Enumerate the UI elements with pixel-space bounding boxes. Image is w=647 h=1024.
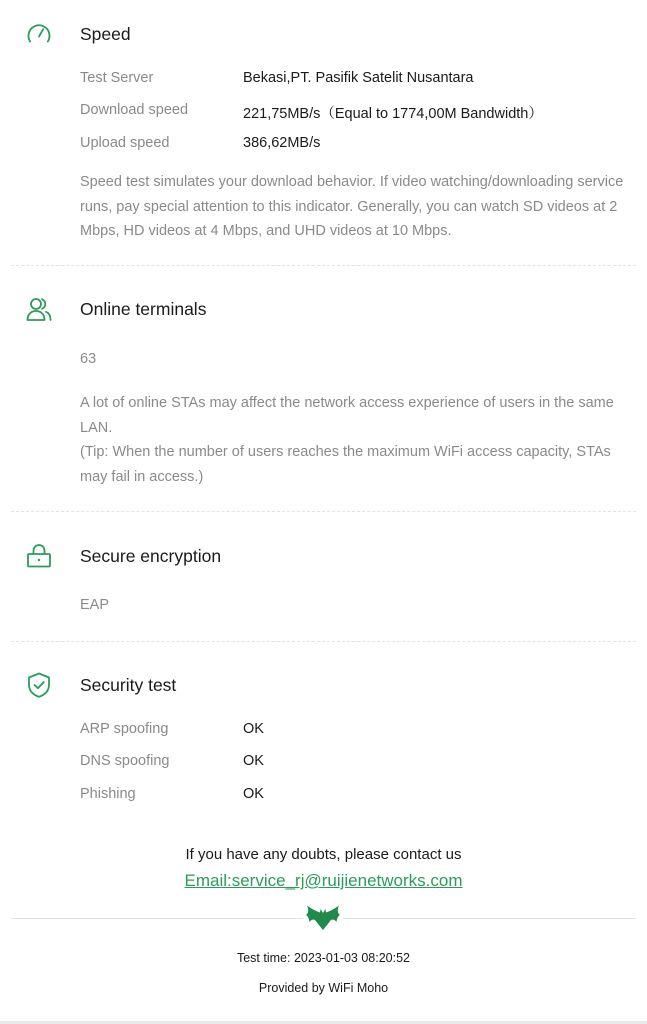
test-server-value: Bekasi,PT. Pasifik Satelit Nusantara xyxy=(243,70,474,86)
online-terminals-title: Online terminals xyxy=(80,299,207,319)
shield-check-icon xyxy=(25,671,53,699)
test-time: Test time: 2023-01-03 08:20:52 xyxy=(236,951,411,965)
speedometer-icon xyxy=(25,20,53,48)
encryption-type-value: EAP xyxy=(80,597,110,613)
divider xyxy=(11,265,636,266)
dns-spoofing-value: OK xyxy=(243,753,264,769)
dns-spoofing-label: DNS spoofing xyxy=(80,753,170,769)
bat-logo-icon xyxy=(303,905,343,931)
phishing-value: OK xyxy=(243,786,264,802)
users-icon xyxy=(25,295,53,323)
online-terminals-count: 63 xyxy=(80,351,97,367)
upload-speed-value: 386,62MB/s xyxy=(243,135,321,151)
secure-encryption-title: Secure encryption xyxy=(80,546,222,566)
online-terminals-tip: (Tip: When the number of users reaches the maximum WiFi access capacity, STAs may fail in access.) xyxy=(80,444,611,485)
online-terminals-description: A lot of online STAs may affect the network access experience of users in the same LAN. xyxy=(80,395,614,436)
divider xyxy=(11,511,636,512)
provided-by: Provided by WiFi Moho xyxy=(258,981,389,995)
speed-title: Speed xyxy=(80,24,131,44)
lock-icon xyxy=(25,542,53,570)
contact-email-link[interactable]: Email:service_rj@ruijienetworks.com xyxy=(184,871,463,890)
download-speed-label: Download speed xyxy=(80,102,189,118)
upload-speed-label: Upload speed xyxy=(80,135,170,151)
security-test-title: Security test xyxy=(80,675,177,695)
divider xyxy=(11,641,636,642)
contact-text: If you have any doubts, please contact us xyxy=(185,846,462,863)
arp-spoofing-label: ARP spoofing xyxy=(80,721,169,737)
phishing-label: Phishing xyxy=(80,786,136,802)
test-server-label: Test Server xyxy=(80,70,154,86)
arp-spoofing-value: OK xyxy=(243,721,264,737)
download-speed-value: 221,75MB/s（Equal to 1774,00M Bandwidth） xyxy=(243,106,543,122)
speed-description: Speed test simulates your download behavior. If video watching/downloading service runs, pay special attention to this indicator. Generally, you can watch SD videos at 2 Mbps, HD videos at 4 Mbps, and UHD videos at 10 Mbps. xyxy=(80,174,624,239)
contact-email-container xyxy=(0,871,647,891)
